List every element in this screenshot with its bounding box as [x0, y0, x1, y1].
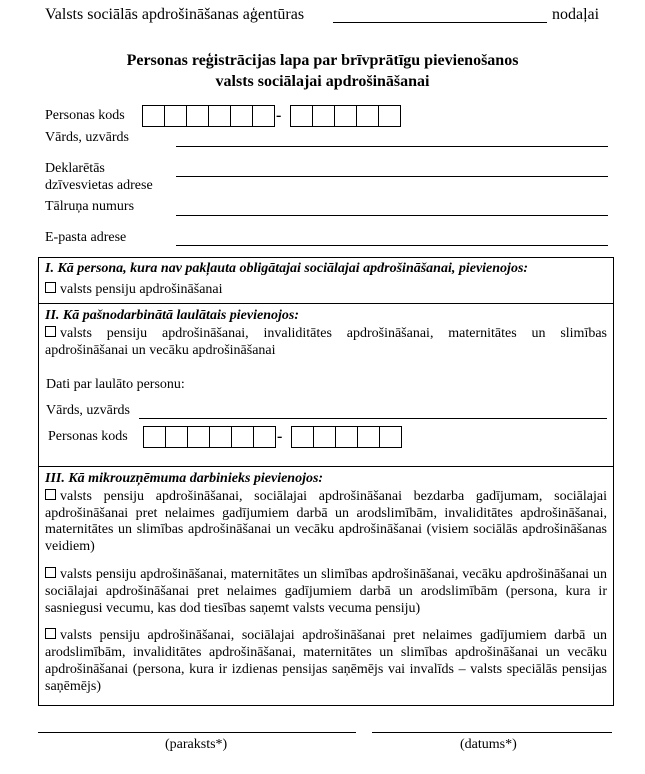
code-digit-box[interactable] — [187, 426, 210, 448]
code-digit-box[interactable] — [357, 426, 380, 448]
section-3-option-3-text: valsts pensiju apdrošināšanai, sociālajai apdrošināšanai pret nelaimes gadījumiem darbā un arodslimībām, invaliditātes apdrošināšanai, maternitātes un slimības apdrošināšanai un vecāku apdrošināšanai (persona, kura ir izdienas pensijas saņēmējs vai invalīds – valsts speciālās pensijas saņēmējs) — [45, 628, 607, 694]
form-title-line1: Personas reģistrācijas lapa par brīvprātīgu pievienošanos — [126, 52, 519, 69]
code-separator: - — [277, 428, 283, 445]
agency-line-prefix: Valsts sociālās apdrošināšanas aģentūras — [45, 6, 305, 23]
code-digit-box[interactable] — [290, 105, 313, 127]
section-3 — [38, 466, 614, 706]
date-label: (datums*) — [460, 737, 517, 752]
code-digit-box[interactable] — [164, 105, 187, 127]
code-digit-box[interactable] — [209, 426, 232, 448]
section-3-option-2-text: valsts pensiju apdrošināšanai, maternitātes un slimības apdrošināšanai, vecāku apdrošināšanai un sociālajai apdrošināšanai pret nelaimes gadījumiem darbā un arodslimībām (persona, kura ir sasniegusi vecumu, kas dod tiesības saņemt valsts vecuma pensiju) — [45, 566, 607, 616]
code-digit-box[interactable] — [230, 105, 253, 127]
checkbox-icon[interactable] — [45, 628, 56, 639]
name-field[interactable] — [176, 146, 608, 147]
section-1-option-1[interactable] — [45, 282, 607, 299]
agency-department-field[interactable] — [333, 22, 547, 23]
phone-label: Tālruņa numurs — [45, 199, 135, 214]
section-2-option-1-text: valsts pensiju apdrošināšanai, invaliditātes apdrošināšanai, maternitātes un slimības apdrošināšanai un vecāku apdrošināšanai — [45, 325, 607, 358]
code-digit-box[interactable] — [142, 105, 165, 127]
section-1 — [38, 257, 614, 303]
section-2-title: II. Kā pašnodarbinātā laulātais pievienojos: — [45, 308, 299, 323]
code-digit-box[interactable] — [252, 105, 275, 127]
section-1-option-1-text: valsts pensiju apdrošināšanai — [60, 281, 223, 297]
date-field[interactable] — [372, 732, 612, 733]
spouse-data-label: Dati par laulāto personu: — [46, 377, 185, 392]
signature-label: (paraksts*) — [165, 737, 228, 752]
code-digit-box[interactable] — [291, 426, 314, 448]
code-digit-box[interactable] — [356, 105, 379, 127]
section-3-option-1[interactable] — [45, 489, 607, 556]
code-digit-box[interactable] — [335, 426, 358, 448]
name-label: Vārds, uzvārds — [45, 130, 129, 145]
section-1-title: I. Kā persona, kura nav pakļauta obligātajai sociālajai apdrošināšanai, pievienojos: — [45, 261, 529, 276]
spouse-code-part1[interactable] — [143, 426, 275, 448]
spouse-code-label: Personas kods — [48, 429, 128, 444]
personal-code-label: Personas kods — [45, 108, 125, 123]
code-digit-box[interactable] — [186, 105, 209, 127]
checkbox-icon[interactable] — [45, 489, 56, 500]
checkbox-icon[interactable] — [45, 282, 56, 293]
agency-line-suffix: nodaļai — [552, 6, 600, 23]
section-2 — [38, 303, 614, 466]
email-label: E-pasta adrese — [45, 230, 127, 245]
code-digit-box[interactable] — [313, 426, 336, 448]
code-digit-box[interactable] — [143, 426, 166, 448]
address-label-line2: dzīvesvietas adrese — [45, 178, 153, 193]
checkbox-icon[interactable] — [45, 326, 56, 337]
form-title-line2: valsts sociālajai apdrošināšanai — [215, 73, 430, 90]
address-label-line1: Deklarētās — [45, 161, 105, 176]
phone-field[interactable] — [176, 215, 608, 216]
address-field[interactable] — [176, 176, 608, 177]
personal-code-part1[interactable] — [142, 105, 274, 127]
code-digit-box[interactable] — [253, 426, 276, 448]
signature-field[interactable] — [38, 732, 356, 733]
code-digit-box[interactable] — [165, 426, 188, 448]
section-3-option-3[interactable] — [45, 628, 607, 695]
code-digit-box[interactable] — [379, 426, 402, 448]
spouse-name-field[interactable] — [139, 418, 607, 419]
section-3-title: III. Kā mikrouzņēmuma darbinieks pievienojos: — [45, 471, 324, 486]
personal-code-part2[interactable] — [290, 105, 400, 127]
code-digit-box[interactable] — [208, 105, 231, 127]
spouse-name-label: Vārds, uzvārds — [46, 403, 130, 418]
code-digit-box[interactable] — [334, 105, 357, 127]
code-digit-box[interactable] — [378, 105, 401, 127]
code-separator: - — [276, 107, 282, 124]
section-3-option-2[interactable] — [45, 567, 607, 617]
checkbox-icon[interactable] — [45, 567, 56, 578]
spouse-code-part2[interactable] — [291, 426, 401, 448]
code-digit-box[interactable] — [312, 105, 335, 127]
email-field[interactable] — [176, 245, 608, 246]
section-2-option-1[interactable] — [45, 326, 607, 360]
code-digit-box[interactable] — [231, 426, 254, 448]
section-3-option-1-text: valsts pensiju apdrošināšanai, sociālajai apdrošināšanai bezdarba gadījumam, sociālajai apdrošināšanai pret nelaimes gadījumiem darbā un arodslimībām, invaliditātes apdrošināšanai, maternitātes un slimības apdrošināšanai un vecāku apdrošināšanai (visiem sociālās apdrošināšanas veidiem) — [45, 488, 607, 555]
